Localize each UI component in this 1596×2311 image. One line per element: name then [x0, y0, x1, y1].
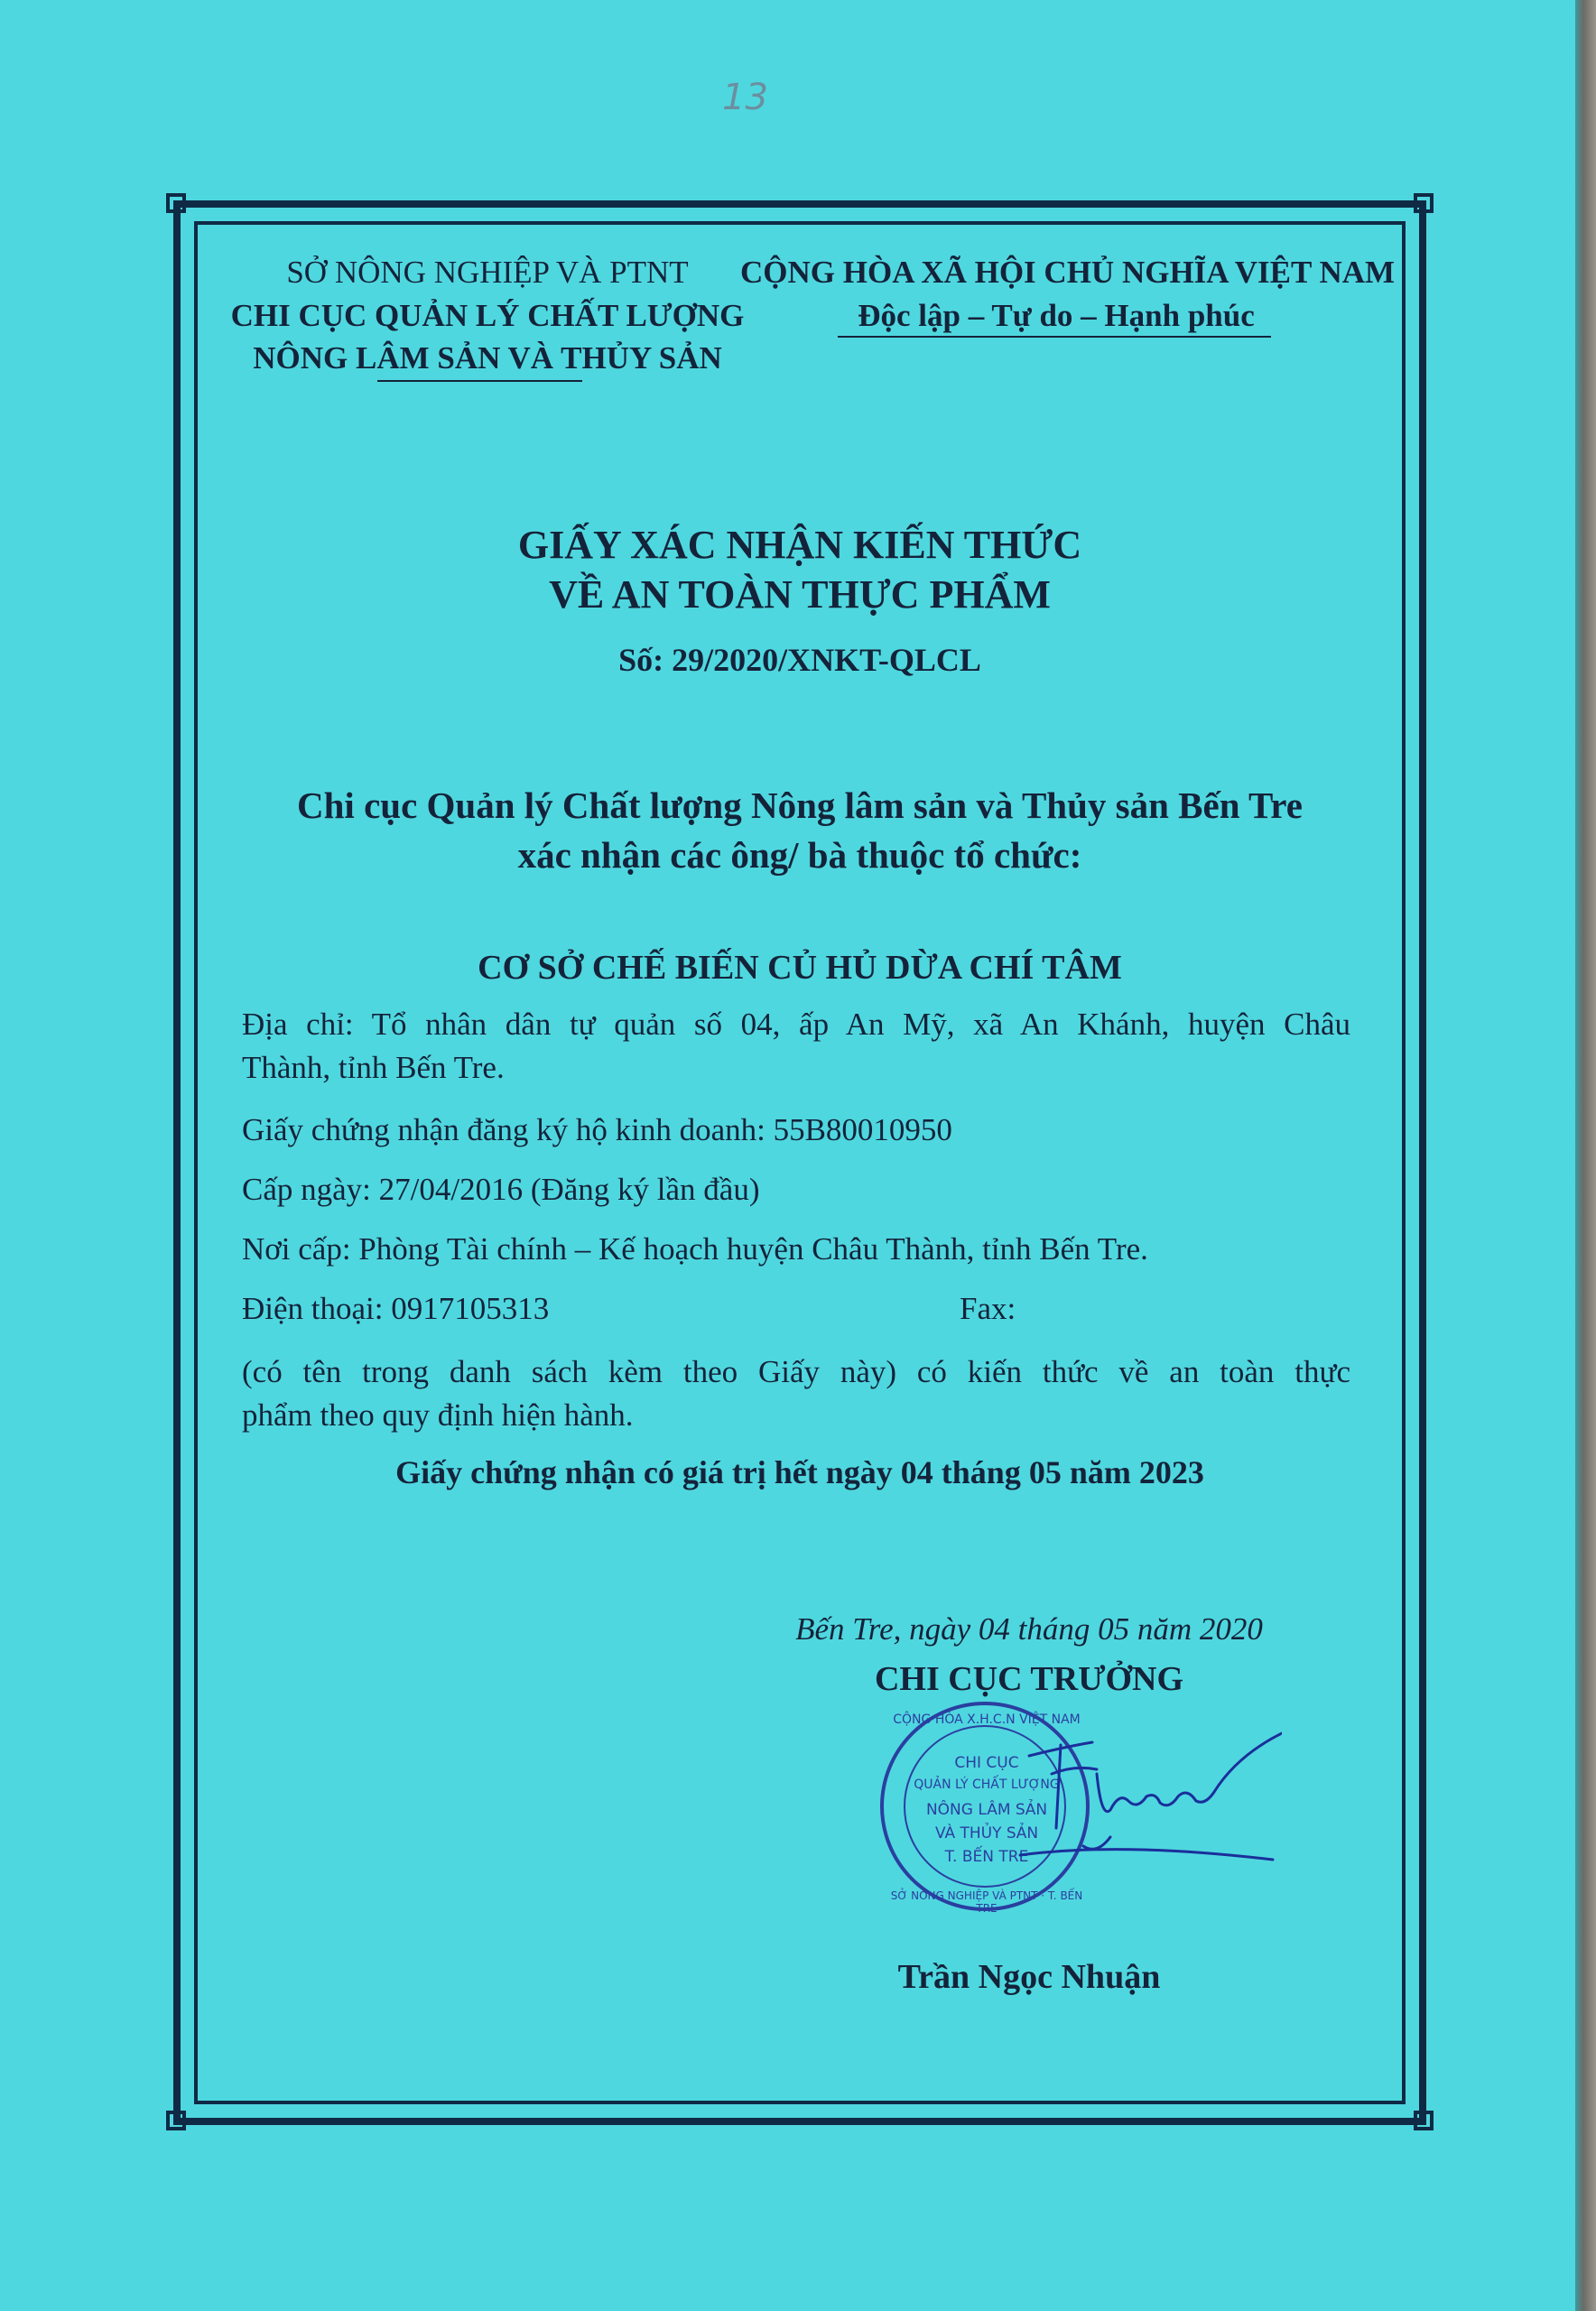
document-number: Số: 29/2020/XNKT-QLCL [618, 642, 981, 678]
seal-text: QUẢN LÝ CHẤT LƯỢNG [914, 1777, 1060, 1792]
issuer-agency: CHI CỤC QUẢN LÝ CHẤT LƯỢNG [230, 298, 745, 333]
title-line-1: GIẤY XÁC NHẬN KIẾN THỨC [517, 523, 1082, 567]
organization-name: CƠ SỞ CHẾ BIẾN CỦ HỦ DỪA CHÍ TÂM [478, 949, 1122, 987]
seal-text: VÀ THỦY SẢN [934, 1824, 1039, 1842]
business-registration: Giấy chứng nhận đăng ký hộ kinh doanh: 55B80010950 [242, 1112, 952, 1147]
handwritten-signature [1011, 1720, 1282, 1900]
signer-name: Trần Ngọc Nhuận [897, 1958, 1161, 1996]
seal-text: NÔNG LÂM SẢN [925, 1801, 1048, 1819]
issued-by: Nơi cấp: Phòng Tài chính – Kế hoạch huyện Châu Thành, tỉnh Bến Tre. [242, 1231, 1148, 1267]
seal-text: T. BẾN TRE [944, 1848, 1029, 1866]
address-line-1: Địa chỉ: Tổ nhân dân tự quản số 04, ấp An Mỹ, xã An Khánh, huyện Châu [242, 1007, 1350, 1042]
statement-line-2: phẩm theo quy định hiện hành. [242, 1397, 634, 1433]
seal-text: CHI CỤC [954, 1754, 1019, 1772]
fax: Fax: [960, 1291, 1016, 1326]
seal-ring-top-text: CỘNG HÒA X.H.C.N VIỆT NAM [893, 1712, 1081, 1727]
statement-line-1: (có tên trong danh sách kèm theo Giấy này) có kiến thức về an toàn thực [242, 1354, 1350, 1389]
page-edge [1575, 0, 1596, 2311]
issuer-department: SỞ NÔNG NGHIỆP VÀ PTNT [286, 255, 689, 290]
frame-corner [1414, 193, 1434, 213]
phone: Điện thoại: 0917105313 [242, 1291, 550, 1326]
issuer-agency-sub: NÔNG LÂM SẢN VÀ THỦY SẢN [253, 340, 722, 376]
national-motto: Độc lập – Tự do – Hạnh phúc [858, 298, 1255, 333]
intro-line-2: xác nhận các ông/ bà thuộc tổ chức: [517, 834, 1082, 876]
handwritten-page-number: 13 [722, 77, 768, 118]
seal-ring-bottom-text: SỞ NÔNG NGHIỆP VÀ PTNT · T. BẾN TRE [890, 1889, 1083, 1915]
issue-date: Cấp ngày: 27/04/2016 (Đăng ký lần đầu) [242, 1172, 760, 1207]
frame-corner [166, 2111, 186, 2130]
place-and-date: Bến Tre, ngày 04 tháng 05 năm 2020 [795, 1611, 1263, 1647]
validity-statement: Giấy chứng nhận có giá trị hết ngày 04 tháng 05 năm 2023 [395, 1454, 1204, 1490]
intro-line-1: Chi cục Quản lý Chất lượng Nông lâm sản và Thủy sản Bến Tre [297, 784, 1303, 826]
signer-title: CHI CỤC TRƯỞNG [874, 1660, 1184, 1698]
motto-underline [838, 336, 1271, 338]
title-line-2: VỀ AN TOÀN THỰC PHẨM [549, 572, 1051, 617]
frame-corner [166, 193, 186, 213]
national-title: CỘNG HÒA XÃ HỘI CHỦ NGHĨA VIỆT NAM [740, 255, 1396, 290]
address-line-2: Thành, tỉnh Bến Tre. [242, 1050, 505, 1085]
issuer-underline [377, 380, 582, 382]
frame-corner [1414, 2111, 1434, 2130]
